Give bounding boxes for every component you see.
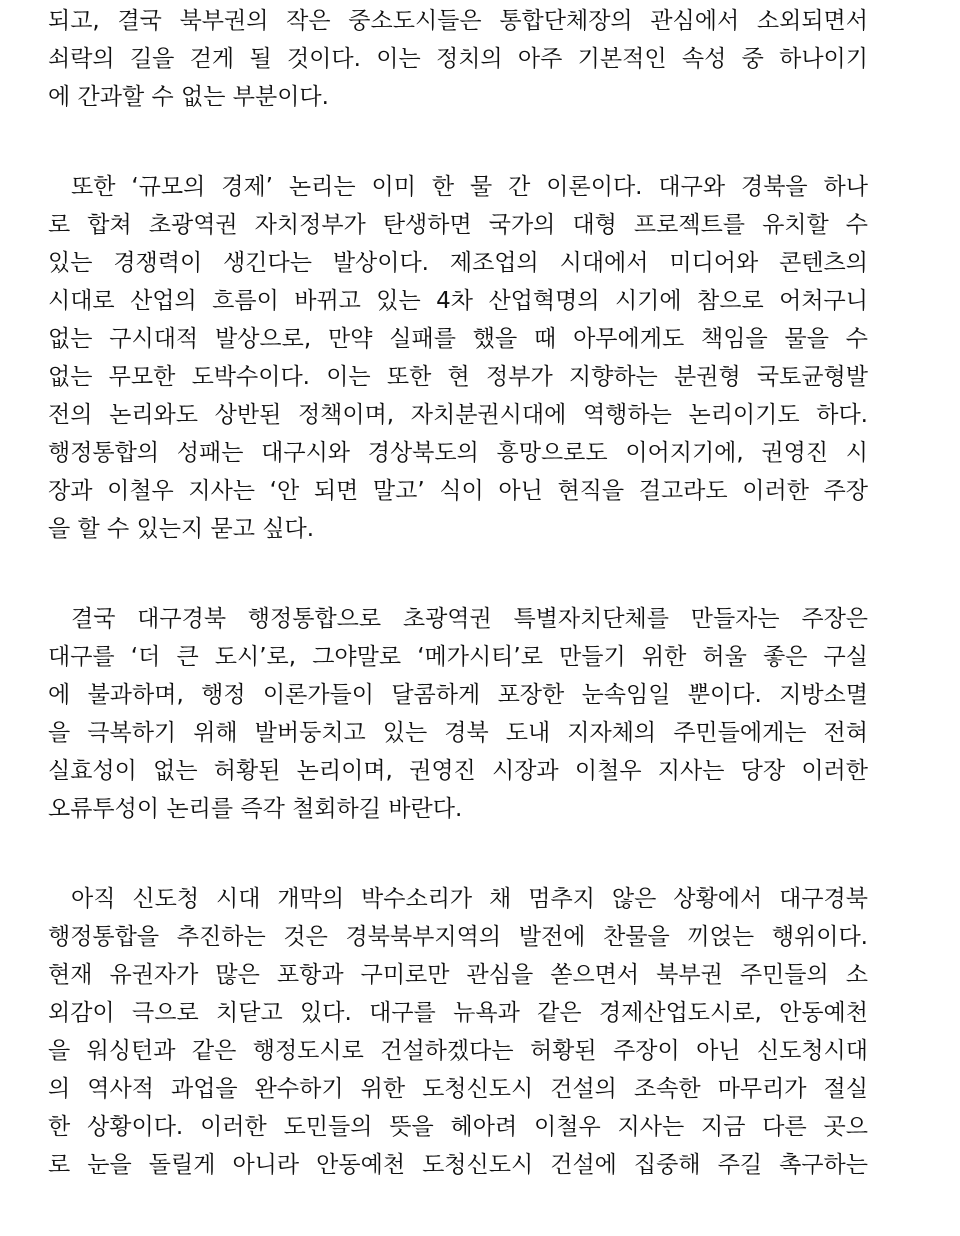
text-line: 오류투성이 논리를 즉각 철회하길 바란다. <box>48 796 463 822</box>
text-line: 행정통합의 성패는 대구시와 경상북도의 흥망으로도 이어지기에, 권영진 시 <box>48 440 868 466</box>
text-line: 을 워싱턴과 같은 행정도시로 건설하겠다는 허황된 주장이 아닌 신도청시대 <box>48 1038 868 1064</box>
text-line: 로 눈을 돌릴게 아니라 안동예천 도청신도시 건설에 집중해 주길 촉구하는 <box>48 1152 868 1178</box>
text-line: 쇠락의 길을 걷게 될 것이다. 이는 정치의 아주 기본적인 속성 중 하나이기 <box>48 46 868 72</box>
paragraph-1 <box>48 2 868 116</box>
text-line: 현재 유권자가 많은 포항과 구미로만 관심을 쏟으면서 북부권 주민들의 소 <box>48 962 868 988</box>
text-line: 한 상황이다. 이러한 도민들의 뜻을 헤아려 이철우 지사는 지금 다른 곳으 <box>48 1114 868 1140</box>
text-line: 아직 신도청 시대 개막의 박수소리가 채 멈추지 않은 상황에서 대구경북 <box>71 886 868 912</box>
document-body <box>48 2 868 1236</box>
text-line: 되고, 결국 북부권의 작은 중소도시들은 통합단체장의 관심에서 소외되면서 <box>48 8 868 34</box>
text-line: 결국 대구경북 행정통합으로 초광역권 특별자치단체를 만들자는 주장은 <box>71 606 868 632</box>
text-line: 있는 경쟁력이 생긴다는 발상이다. 제조업의 시대에서 미디어와 콘텐츠의 <box>48 250 868 276</box>
text-line: 을 극복하기 위해 발버둥치고 있는 경북 도내 지자체의 주민들에게는 전혀 <box>48 720 868 746</box>
text-line: 또한 ‘규모의 경제’ 논리는 이미 한 물 간 이론이다. 대구와 경북을 하나 <box>71 174 868 200</box>
text-line: 행정통합을 추진하는 것은 경북북부지역의 발전에 찬물을 끼얹는 행위이다. <box>48 924 868 950</box>
text-line: 로 합쳐 초광역권 자치정부가 탄생하면 국가의 대형 프로젝트를 유치할 수 <box>48 212 868 238</box>
paragraph-3 <box>48 600 868 828</box>
text-line: 시대로 산업의 흐름이 바뀌고 있는 4차 산업혁명의 시기에 참으로 어처구니 <box>48 288 868 314</box>
text-line: 대구를 ‘더 큰 도시’로, 그야말로 ‘메가시티’로 만들기 위한 허울 좋은 구실 <box>48 644 868 670</box>
text-line: 실효성이 없는 허황된 논리이며, 권영진 시장과 이철우 지사는 당장 이러한 <box>48 758 868 784</box>
text-line: 장과 이철우 지사는 ‘안 되면 말고’ 식이 아닌 현직을 걸고라도 이러한 주장 <box>48 478 868 504</box>
text-line: 에 간과할 수 없는 부분이다. <box>48 84 329 110</box>
text-line: 에 불과하며, 행정 이론가들이 달콤하게 포장한 눈속임일 뿐이다. 지방소멸 <box>48 682 868 708</box>
text-line: 을 할 수 있는지 묻고 싶다. <box>48 516 315 542</box>
text-line: 전의 논리와도 상반된 정책이며, 자치분권시대에 역행하는 논리이기도 하다. <box>48 402 868 428</box>
text-line: 없는 구시대적 발상으로, 만약 실패를 했을 때 아무에게도 책임을 물을 수 <box>48 326 868 352</box>
text-line: 없는 무모한 도박수이다. 이는 또한 현 정부가 지향하는 분권형 국토균형발 <box>48 364 868 390</box>
paragraph-2 <box>48 168 868 548</box>
text-line: 의 역사적 과업을 완수하기 위한 도청신도시 건설의 조속한 마무리가 절실 <box>48 1076 868 1102</box>
paragraph-4 <box>48 880 868 1184</box>
text-line: 외감이 극으로 치닫고 있다. 대구를 뉴욕과 같은 경제산업도시로, 안동예천 <box>48 1000 868 1026</box>
